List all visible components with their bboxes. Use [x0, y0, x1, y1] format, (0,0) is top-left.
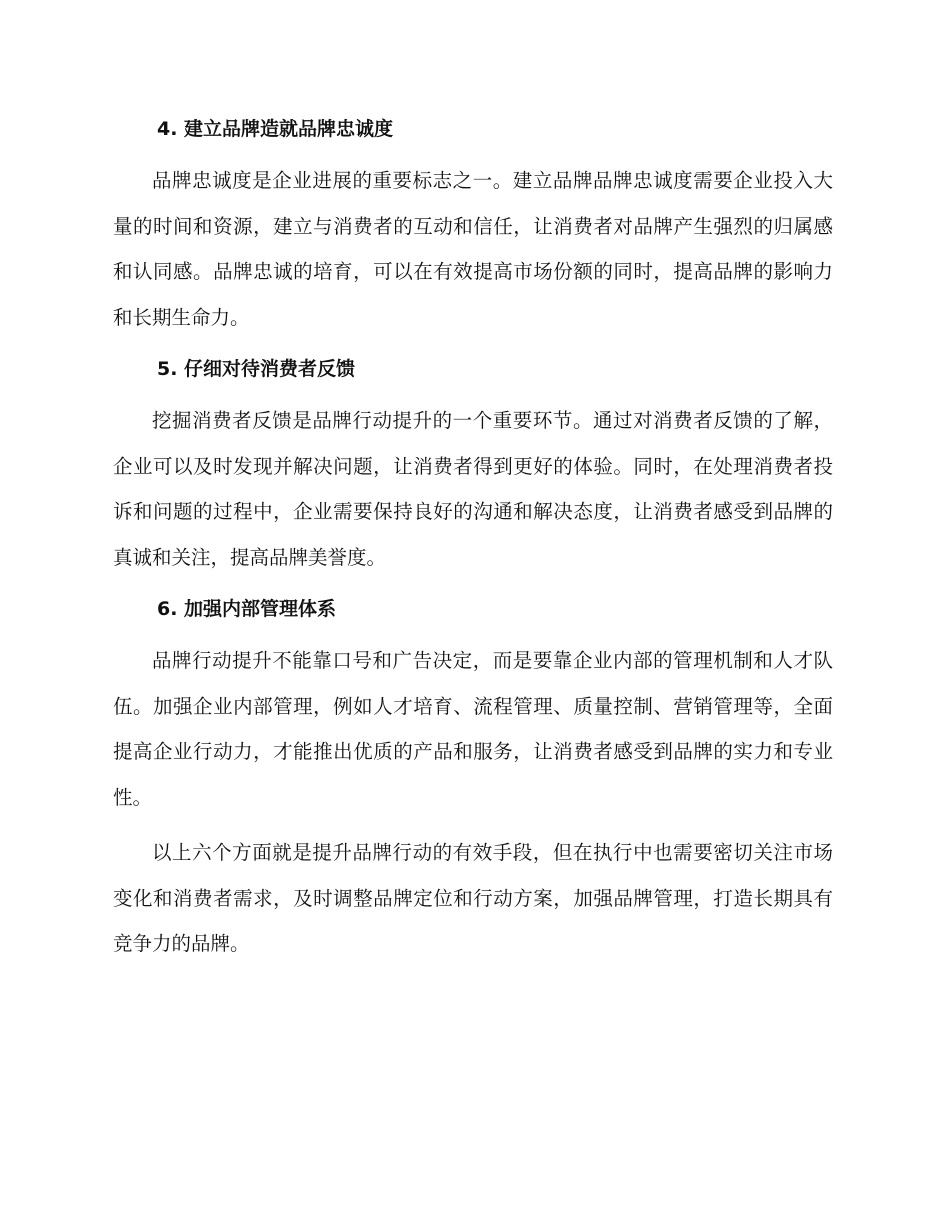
conclusion-paragraph: 以上六个方面就是提升品牌行动的有效手段，但在执行中也需要密切关注市场变化和消费者需求，及时调整品牌定位和行动方案，加强品牌管理，打造长期具有竞争力的品牌。: [113, 841, 833, 955]
section-heading-5: 5. 仔细对待消费者反馈: [157, 358, 356, 380]
document-body: [113, 112, 833, 967]
section-heading-4: 4. 建立品牌造就品牌忠诚度: [157, 118, 394, 140]
section-paragraph-6: 品牌行动提升不能靠口号和广告决定，而是要靠企业内部的管理机制和人才队伍。加强企业内部管理，例如人才培育、流程管理、质量控制、营销管理等，全面提高企业行动力，才能推出优质的产品和服务，让消费者感受到品牌的实力和专业性。: [113, 649, 833, 809]
section-paragraph-4: 品牌忠诚度是企业进展的重要标志之一。建立品牌品牌忠诚度需要企业投入大量的时间和资源，建立与消费者的互动和信任，让消费者对品牌产生强烈的归属感和认同感。品牌忠诚的培育，可以在有效提高市场份额的同时，提高品牌的影响力和长期生命力。: [113, 169, 833, 329]
section-heading-6: 6. 加强内部管理体系: [157, 598, 337, 620]
section-paragraph-5: 挖掘消费者反馈是品牌行动提升的一个重要环节。通过对消费者反馈的了解，企业可以及时发现并解决问题，让消费者得到更好的体验。同时，在处理消费者投诉和问题的过程中，企业需要保持良好的沟通和解决态度，让消费者感受到品牌的真诚和关注，提高品牌美誉度。: [113, 409, 833, 569]
